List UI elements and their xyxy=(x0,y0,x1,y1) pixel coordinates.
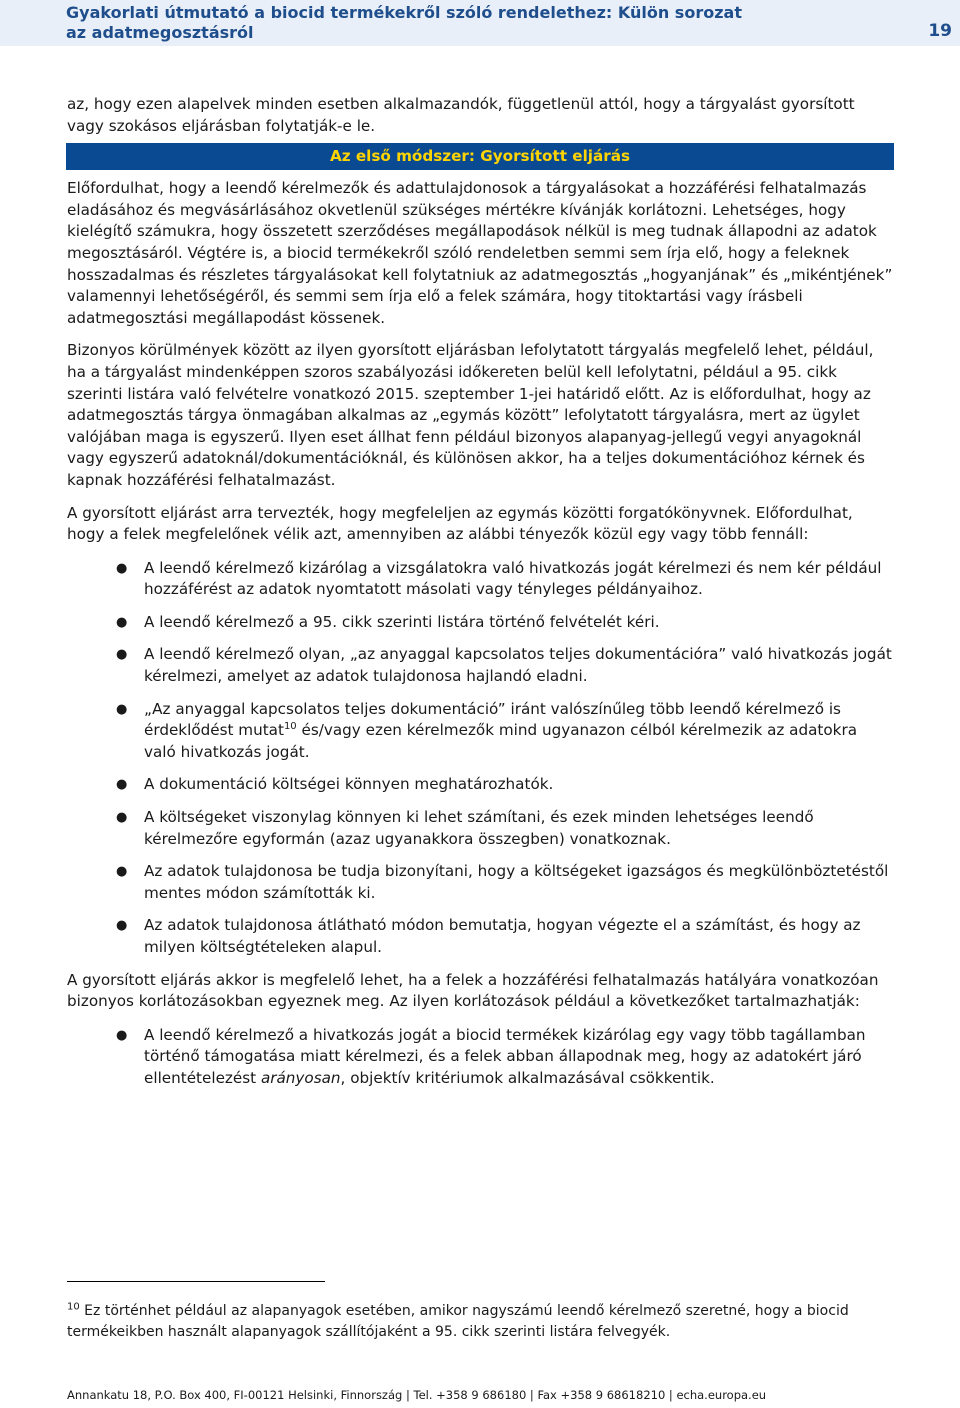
list-item xyxy=(67,558,893,601)
list-item-text-continued: , objektív kritériumok alkalmazásával csökkentik. xyxy=(340,1068,715,1087)
list-item xyxy=(67,915,893,958)
list-item xyxy=(67,861,893,904)
footnote-number: 10 xyxy=(67,1301,80,1313)
list-item xyxy=(67,1025,893,1090)
page-footer: Annankatu 18, P.O. Box 400, FI-00121 Helsinki, Finnország | Tel. +358 9 686180 | Fax +358 9 68618210 | echa.europa.eu xyxy=(67,1388,767,1402)
footnote-reference[interactable]: 10 xyxy=(283,721,297,733)
list-item-text: A költségeket viszonylag könnyen ki lehet számítani, és ezek minden lehetséges leendő kérelmezőre egyformán (azaz ugyanakkora összegben) vonatkoznak. xyxy=(144,808,814,848)
list-item-text: A leendő kérelmező kizárólag a vizsgálatokra való hivatkozás jogát kérelmezi és nem kér például hozzáférést az adatok nyomtatott másolati vagy tényleges példányaihoz. xyxy=(144,558,882,599)
footnote-divider xyxy=(67,1281,325,1282)
footnote xyxy=(67,1301,893,1343)
paragraph-3: A gyorsított eljárást arra tervezték, hogy megfeleljen az egymás közötti forgatókönyvnek. Előfordulhat, hogy a felek megfelelőnek vélik azt, amennyiben az alábbi tényezők közül egy vagy több fennáll: xyxy=(67,503,853,544)
bullet-icon: ● xyxy=(116,560,128,576)
bullet-icon: ● xyxy=(116,1027,128,1043)
bullet-icon: ● xyxy=(116,864,128,880)
paragraph-1-text-b: i xyxy=(698,200,703,219)
list-item-text: A leendő kérelmező a 95. cikk szerinti listára történő felvételét kéri. xyxy=(144,612,660,631)
list-item xyxy=(67,644,893,687)
list-item-text-continued: és/vagy ezen kérelmezők mind ugyanazon célból kérelmezik az adatokra való hivatkozás jogát. xyxy=(144,721,858,761)
list-item xyxy=(67,699,893,764)
list-item-text: Az adatok tulajdonosa be tudja bizonyítani, hogy a költségeket igazságos és megkülönböztetéstől mentes módon számították ki. xyxy=(144,862,889,902)
list-item-text: „Az anyaggal kapcsolatos teljes dokumentáció” iránt valószínűleg több leendő kérelmező is érdeklődést mutat xyxy=(144,699,841,740)
paragraph-1-text-a: Előfordulhat, hogy a leendő kérelmezők és adattulajdonosok a tárgyalásokat a hozzáférési felhatalmazás eladásához és megvásárlásához okvetlenül szükséges mértékre kívánják korlátozn xyxy=(67,179,867,219)
bullet-icon: ● xyxy=(116,647,128,663)
list-item-emphasis: arányosan xyxy=(260,1068,341,1087)
document-title xyxy=(66,3,826,43)
bullet-icon: ● xyxy=(116,701,128,717)
bullet-icon: ● xyxy=(116,810,128,826)
page-number: 19 xyxy=(928,21,952,41)
paragraph-4: A gyorsított eljárás akkor is megfelelő lehet, ha a felek a hozzáférési felhatalmazás hatályára vonatkozóan bizonyos korlátozásokban egyeznek meg. Az ilyen korlátozások például a következőket tartalmazhatják: xyxy=(67,970,879,1011)
list-item-text: A leendő kérelmező olyan, „az anyaggal kapcsolatos teljes dokumentációra” való hivatkozás jogát kérelmezi, amelyet az adatok tulajdonosa hajlandó eladni. xyxy=(144,645,892,686)
paragraph-2: Bizonyos körülmények között az ilyen gyorsított eljárásban lefolytatott tárgyalás megfelelő lehet, például, ha a tárgyalást mindenképpen szoros szabályozási időkereten belül kell lefolytatni, például a 95. cikk szerinti listára való felvételre vonatkozó 2015. szeptember 1-jei határidő előtt. Az is előfordulhat, hogy az adatmegosztás tárgya önmagában alkalmas az „egymás között” lefolytatott tárgyalásra, mert az ügylet valójában maga is egyszerű. Ilyen eset állhat fenn például bizonyos alapanyag-jellegű vegyi anyagoknál vagy egyszerű adatoknál/dokumentációknál, és különösen akkor, ha a teljes dokumentációhoz kérnek és kapnak hozzáférési felhatalmazást. xyxy=(67,341,874,489)
paragraph-1-text-c: . Lehetséges, hogy kielégítő számukra, hogy összetett szerződéses megállapodások nélkül is meg tudnak állapodni az adatok megosztásáról. Végtére is, a biocid termékekről szóló rendeletben semmi sem írja elő, hogy a feleknek hosszadalmas és részletes tárgyalásokat kell folytatniuk az adatmegosztás „hogyanjának” és „mikéntjének” valamennyi lehetőségéről, és semmi sem írja elő a felek számára, hogy titoktartási vagy írásbeli adatmegosztási megállapodást kössenek. xyxy=(67,200,893,327)
bullet-icon: ● xyxy=(116,614,128,630)
document-title-line-2: az adatmegosztásról xyxy=(66,23,254,42)
document-title-line-1: Gyakorlati útmutató a biocid termékekről szóló rendelethez: Külön sorozat xyxy=(66,3,742,22)
paragraph-1 xyxy=(67,178,893,329)
page-body xyxy=(67,94,893,1101)
section-heading: Az első módszer: Gyorsított eljárás xyxy=(66,143,894,170)
page-header xyxy=(0,0,960,46)
list-item-text: A dokumentáció költségei könnyen meghatározhatók. xyxy=(144,775,554,794)
intro-paragraph: az, hogy ezen alapelvek minden esetben alkalmazandók, függetlenül attól, hogy a tárgyalást gyorsított vagy szokásos eljárásban folytatják-e le. xyxy=(67,95,855,135)
list-item xyxy=(67,807,893,850)
list-item xyxy=(67,612,893,634)
bullet-icon: ● xyxy=(116,918,128,934)
list-item-text: Az adatok tulajdonosa átlátható módon bemutatja, hogyan végezte el a számítást, és hogy az milyen költségtételeken alapul. xyxy=(144,916,861,956)
bullet-icon: ● xyxy=(116,777,128,793)
criteria-list xyxy=(67,558,893,959)
restrictions-list xyxy=(67,1025,893,1090)
list-item-text: A leendő kérelmező a hivatkozás jogát a biocid termékek kizárólag egy vagy több tagállamban történő támogatása miatt kérelmezi, és a felek abban állapodnak meg, hogy az adatokért járó ellentételezést xyxy=(144,1025,866,1087)
list-item xyxy=(67,774,893,796)
footnote-text: Ez történhet például az alapanyagok esetében, amikor nagyszámú leendő kérelmező szeretné, hogy a biocid termékeikben használt alapanyagok szállítójaként a 95. cikk szerinti listára felvegyék. xyxy=(67,1303,849,1340)
